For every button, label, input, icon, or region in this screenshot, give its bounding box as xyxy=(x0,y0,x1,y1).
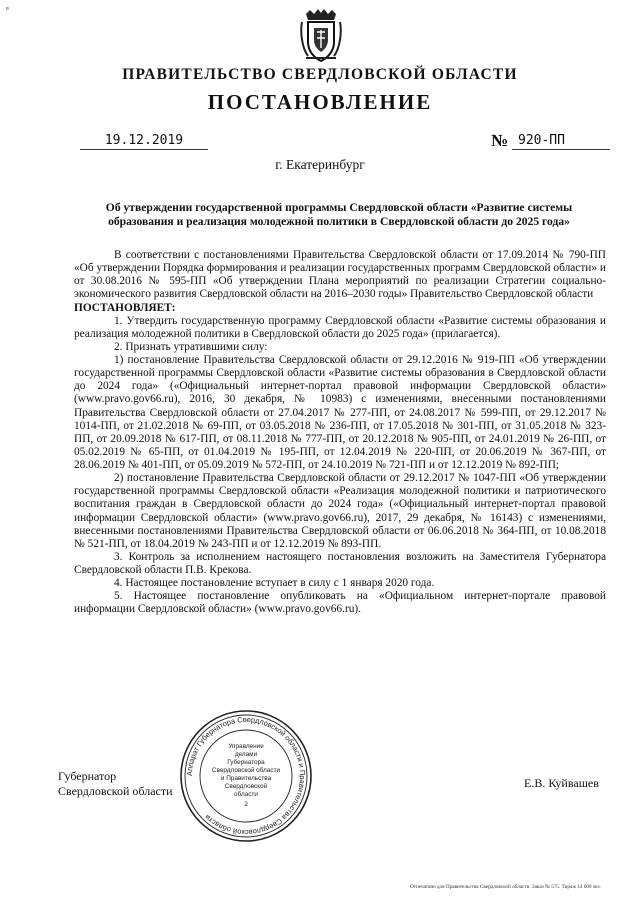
seal-line-1: Управление xyxy=(228,743,264,750)
number-sign: № xyxy=(491,131,509,150)
signer-position-line-2: Свердловской области xyxy=(58,784,173,798)
seal-line-6: Свердловской xyxy=(224,783,268,790)
coat-of-arms-icon xyxy=(298,8,344,64)
resolves-heading: ПОСТАНОВЛЯЕТ: xyxy=(74,301,176,314)
clause-2-subitem-2: 2) постановление Правительства Свердловской области от 29.12.2017 № 1047-ПП «Об утверждении государственной программы Свердловской области «Реализация молодежной политики и патриотического воспитания граждан в Свердловской области до 2024 года» («Официальный интернет-портал правовой информации Свердловской области» (www.pravo.gov66.ru), 2017, 29 декабря, № 16143) с изменениями, внесенными постановлениями Правительства Свердловской области от 06.06.2018 № 364-ПП, от 10.08.2018 № 521-ПП, от 18.04.2019 № 243-ПП и от 12.12.2019 № 893-ПП. xyxy=(74,472,606,550)
document-date: 19.12.2019 xyxy=(80,133,208,150)
clause-2-subitem-1: 1) постановление Правительства Свердловской области от 29.12.2016 № 919-ПП «Об утверждении государственной программы Свердловской области «Развитие системы образования в Свердловской области до 2024 года» («Официальный интернет-портал правовой информации Свердловской области» (www.pravo.gov66.ru), 2016, 30 декабря, № 10983) с изменениями, внесенными постановлениями Правительства Свердловской области от 27.04.2017 № 277-ПП, от 24.08.2017 № 599-ПП, от 29.12.2017 № 1014-ПП, от 21.02.2018 № 69-ПП, от 03.05.2018 № 236-ПП, от 17.05.2018 № 301-ПП, от 31.05.2018 № 323-ПП, от 20.09.2018 № 617-ПП, от 08.11.2018 № 777-ПП, от 20.12.2018 № 905-ПП, от 24.01.2019 № 26-ПП, от 05.02.2019 № 65-ПП, от 01.04.2019 № 195-ПП, от 12.04.2019 № 220-ПП, от 20.06.2019 № 367-ПП, от 28.06.2019 № 401-ПП, от 05.09.2019 № 572-ПП, от 24.10.2019 № 721-ПП и от 12.12.2019 № 892-ПП; xyxy=(74,354,606,471)
clause-5: 5. Настоящее постановление опубликовать на «Официальном интернет-портале правовой информации Свердловской области» (www.pravo.gov66.ru). xyxy=(74,590,606,616)
official-seal xyxy=(178,708,314,844)
clause-4: 4. Настоящее постановление вступает в силу с 1 января 2020 года. xyxy=(114,577,435,590)
signer-name: Е.В. Куйвашев xyxy=(524,776,599,790)
document-body xyxy=(74,249,606,617)
preamble-paragraph: В соответствии с постановлениями Правительства Свердловской области от 17.09.2014 № 790-ПП «Об утверждении Порядка формирования и реализации государственных программ Свердловской области» и от 30.08.2016 № 595-ПП «Об утверждении Плана мероприятий по реализации Стратегии социально-экономического развития Свердловской области на 2016–2030 годы» Правительство Свердловской области xyxy=(74,249,606,301)
seal-line-5: и Правительства xyxy=(220,775,272,782)
print-footer-note: Отпечатано для Правительства Свердловской области. Заказ № 575. Тираж 14 000 экз. xyxy=(410,884,601,890)
document-type: ПОСТАНОВЛЕНИЕ xyxy=(207,90,433,114)
clause-2: 2. Признать утратившими силу: xyxy=(114,340,268,353)
corner-mark: в xyxy=(6,6,9,12)
seal-ring-text: Аппарат Губернатора Свердловской области и Правительства Свердловской области xyxy=(184,714,308,838)
signer-position-line-1: Губернатор xyxy=(58,769,117,783)
document-subject: Об утверждении государственной программы Свердловской области «Развитие системы образования и реализация молодежной политики в Свердловской области до 2025 года» xyxy=(105,201,573,228)
seal-line-3: Губернатора xyxy=(227,759,265,766)
city-line: г. Екатеринбург xyxy=(275,157,365,172)
seal-line-2: делами xyxy=(234,751,258,758)
clause-1: 1. Утвердить государственную программу Свердловской области «Развитие системы образования и реализация молодежной политики в Свердловской области до 2025 года» (прилагается). xyxy=(74,314,606,340)
signer-position xyxy=(58,769,173,799)
seal-line-7: области xyxy=(234,791,258,798)
seal-line-4: Свердловской области xyxy=(211,767,281,774)
government-title: ПРАВИТЕЛЬСТВО СВЕРДЛОВСКОЙ ОБЛАСТИ xyxy=(122,66,518,83)
seal-line-8: 2 xyxy=(244,801,248,808)
clause-3: 3. Контроль за исполнением настоящего постановления возложить на Заместителя Губернатора Свердловской области П.В. Крекова. xyxy=(74,550,606,576)
document-number: 920-ПП xyxy=(512,133,610,150)
